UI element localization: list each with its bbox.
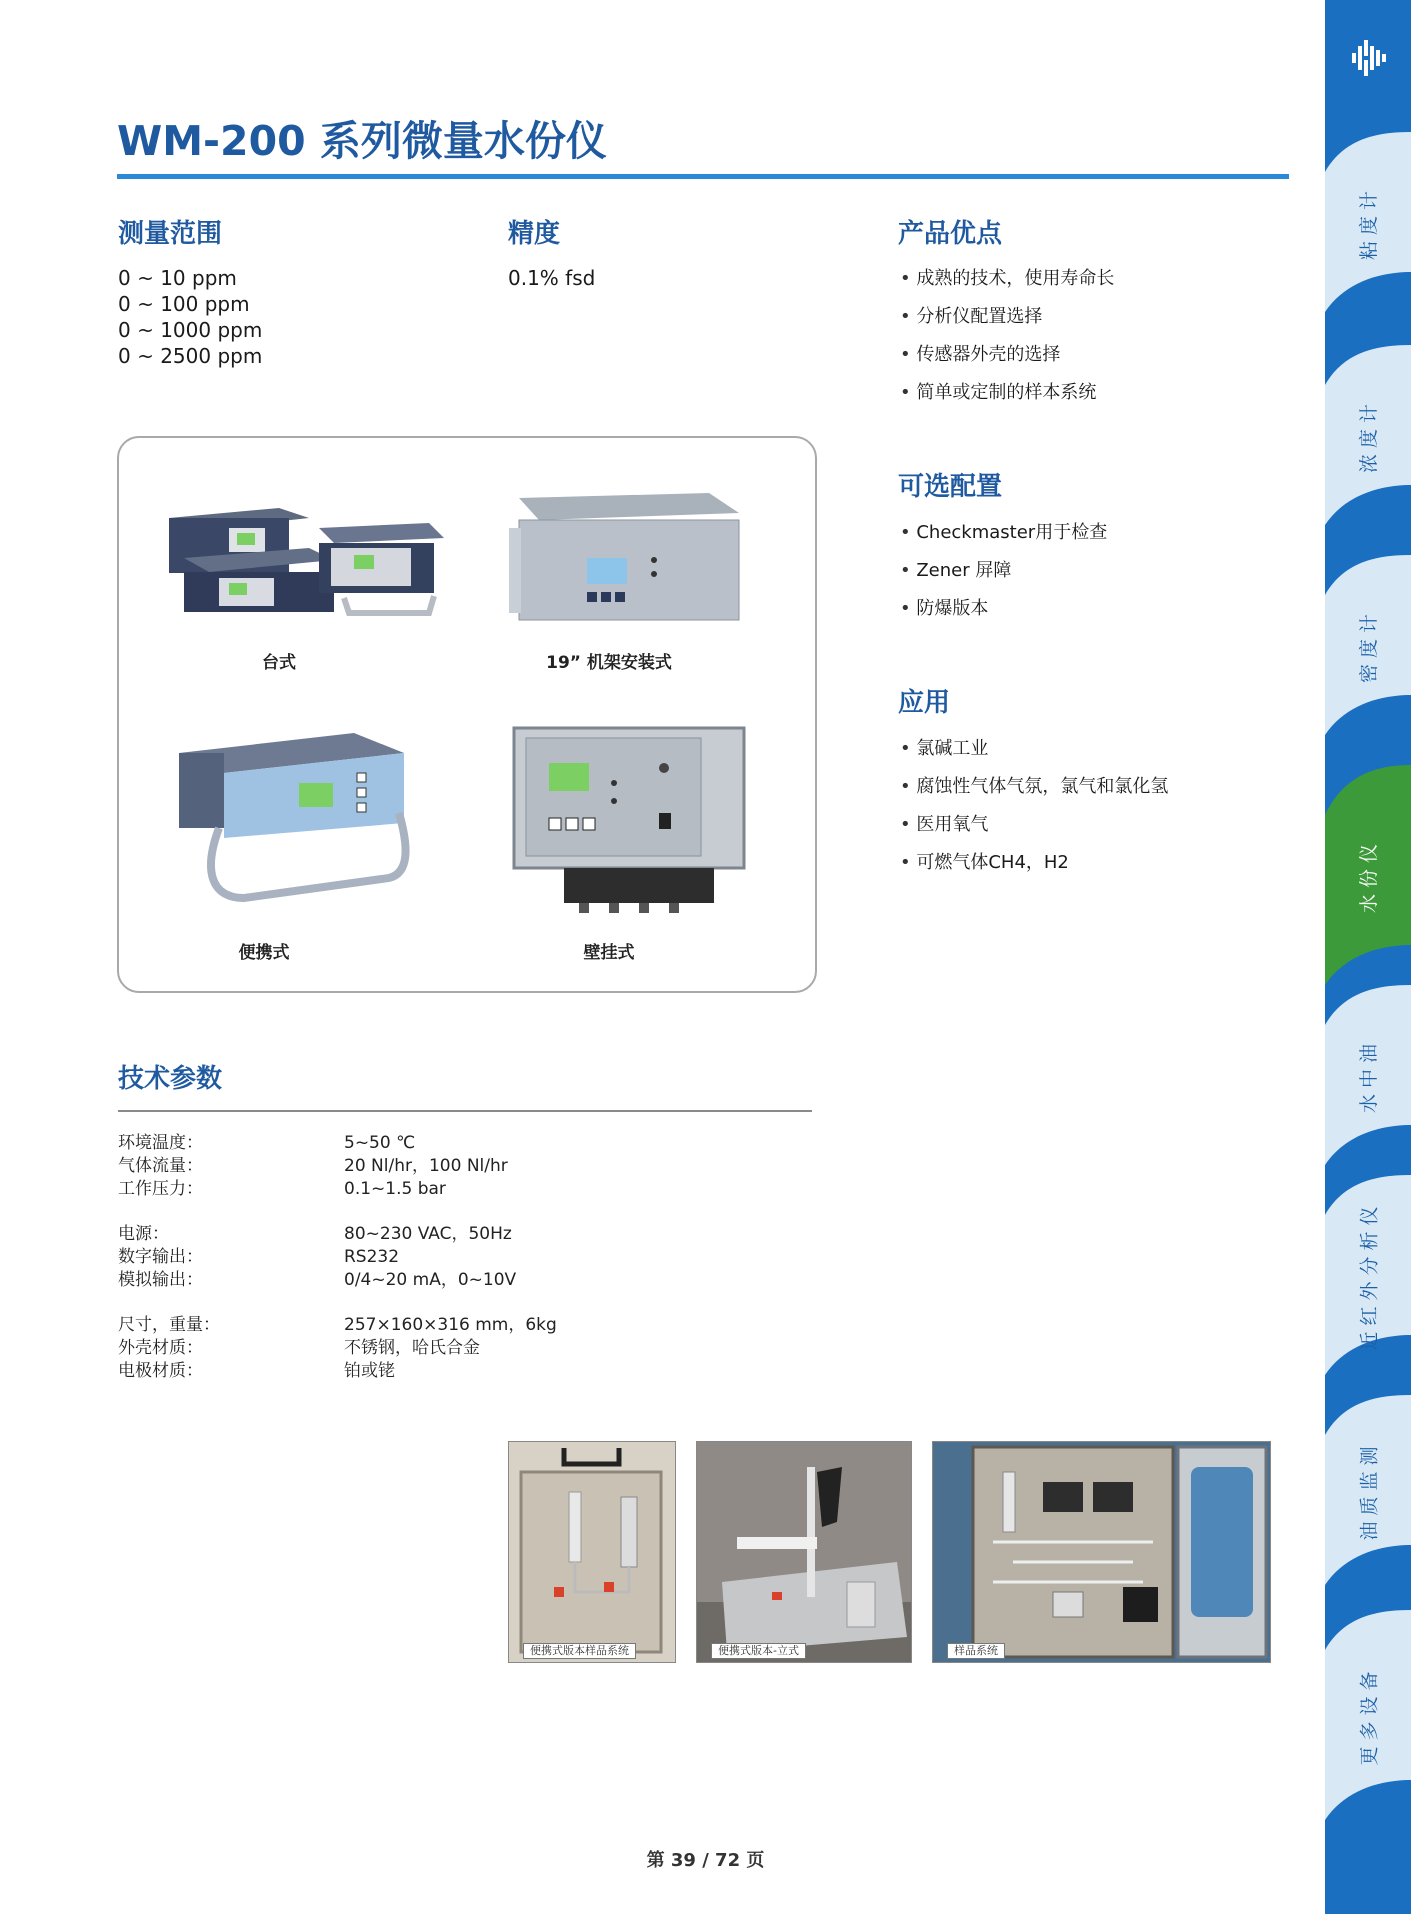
range-item: 0 ~ 1000 ppm — [118, 318, 263, 342]
range-item: 0 ~ 2500 ppm — [118, 344, 263, 368]
specs-divider — [118, 1110, 812, 1112]
accuracy-list — [508, 265, 595, 291]
spec-label: 工作压力： — [118, 1179, 203, 1199]
application-item: • 医用氧气 — [900, 806, 1168, 844]
spec-label: 电极材质： — [118, 1361, 203, 1381]
spec-label: 数字输出： — [118, 1247, 203, 1267]
sidebar-tab-viscometer[interactable] — [1325, 132, 1411, 312]
application-item: • 腐蚀性气体气氛，氯气和氯化氢 — [900, 768, 1168, 806]
sidebar-tab-label: 水中油 — [1358, 1037, 1381, 1113]
options-heading: 可选配置 — [898, 472, 1003, 502]
range-item: 0 ~ 100 ppm — [118, 292, 250, 316]
model-caption: 台式 — [262, 653, 296, 673]
model-caption: 壁挂式 — [583, 943, 635, 963]
sidebar-tab-label: 更多设备 — [1358, 1664, 1381, 1766]
application-item: • 可燃气体CH4，H2 — [900, 844, 1168, 882]
range-heading: 测量范围 — [118, 219, 223, 249]
advantage-item: • 简单或定制的样本系统 — [900, 374, 1114, 412]
spec-value: 铂或铑 — [344, 1361, 395, 1381]
spec-value: 20 Nl/hr，100 Nl/hr — [344, 1156, 508, 1176]
application-item: • 氯碱工业 — [900, 730, 1168, 768]
sidebar-tab-moisture[interactable] — [1325, 765, 1411, 985]
sidebar-tab-label: 密度计 — [1358, 607, 1381, 683]
spec-label: 电源： — [118, 1224, 169, 1244]
model-photo-panel — [117, 436, 817, 993]
photo-caption: 便携式版本-立式 — [711, 1643, 806, 1659]
specs-heading: 技术参数 — [118, 1064, 223, 1094]
range-item: 0 ~ 10 ppm — [118, 266, 237, 290]
option-item: • Checkmaster用于检查 — [900, 514, 1107, 552]
spec-label: 尺寸，重量： — [118, 1315, 220, 1335]
spec-label: 模拟输出： — [118, 1270, 203, 1290]
options-list — [900, 514, 1107, 628]
spec-value: 257×160×316 mm，6kg — [344, 1315, 557, 1335]
sidebar-tab-density[interactable] — [1325, 555, 1411, 735]
sidebar-tab-label: 油质监测 — [1358, 1439, 1381, 1541]
title-divider — [117, 174, 1289, 179]
photo-caption: 样品系统 — [947, 1643, 1005, 1659]
sidebar-tab-nir-analyzer[interactable] — [1325, 1175, 1411, 1375]
spec-value: 0.1~1.5 bar — [344, 1179, 446, 1199]
advantages-list — [900, 260, 1114, 412]
spec-label: 外壳材质： — [118, 1338, 203, 1358]
page-title: WM-200 系列微量水份仪 — [117, 117, 607, 165]
spec-label: 气体流量： — [118, 1156, 203, 1176]
accuracy-heading: 精度 — [508, 219, 561, 249]
accuracy-value: 0.1% fsd — [508, 266, 596, 290]
model-caption: 便携式 — [238, 943, 290, 963]
spec-value: 5~50 ℃ — [344, 1133, 416, 1153]
sample-system-photo — [696, 1441, 912, 1663]
sidebar-tab-label: 浓度计 — [1358, 397, 1381, 473]
portable-sample-system-image — [509, 1442, 675, 1662]
sidebar-tab-more-devices[interactable] — [1325, 1610, 1411, 1820]
spec-label: 环境温度： — [118, 1133, 203, 1153]
sample-system-photo — [932, 1441, 1271, 1663]
portable-vertical-image — [697, 1442, 911, 1662]
advantage-item: • 分析仪配置选择 — [900, 298, 1114, 336]
model-caption: 19” 机架安装式 — [546, 653, 672, 673]
applications-heading: 应用 — [898, 688, 951, 718]
sidebar-tab-label: 水份仪 — [1358, 837, 1381, 913]
page-number: 第 39 / 72 页 — [646, 1850, 765, 1871]
advantage-item: • 成熟的技术，使用寿命长 — [900, 260, 1114, 298]
portable-analyzer-image — [174, 728, 424, 908]
option-item: • 防爆版本 — [900, 590, 1107, 628]
sample-system-photo — [508, 1441, 676, 1663]
rack-mount-analyzer-image — [499, 488, 749, 628]
sample-system-cabinet-image — [933, 1442, 1270, 1662]
applications-list — [900, 730, 1168, 882]
sidebar-tab-concentration[interactable] — [1325, 345, 1411, 525]
spec-value: 不锈钢，哈氏合金 — [344, 1338, 480, 1358]
sidebar-tab-oil-monitoring[interactable] — [1325, 1395, 1411, 1585]
photo-caption: 便携式版本样品系统 — [523, 1643, 636, 1659]
sidebar-tab-label: 近红外分析仪 — [1358, 1199, 1381, 1351]
spec-value: 80~230 VAC，50Hz — [344, 1224, 512, 1244]
advantage-item: • 传感器外壳的选择 — [900, 336, 1114, 374]
spec-value: 0/4~20 mA，0~10V — [344, 1270, 517, 1290]
range-list — [118, 265, 262, 369]
sidebar-tab-label: 粘度计 — [1358, 184, 1381, 260]
brand-logo-icon — [1348, 36, 1390, 78]
advantages-heading: 产品优点 — [898, 219, 1003, 249]
sidebar-tab-oil-in-water[interactable] — [1325, 985, 1411, 1165]
wall-mount-analyzer-image — [504, 723, 764, 923]
benchtop-analyzer-image — [159, 488, 449, 618]
option-item: • Zener 屏障 — [900, 552, 1107, 590]
spec-value: RS232 — [344, 1247, 400, 1267]
